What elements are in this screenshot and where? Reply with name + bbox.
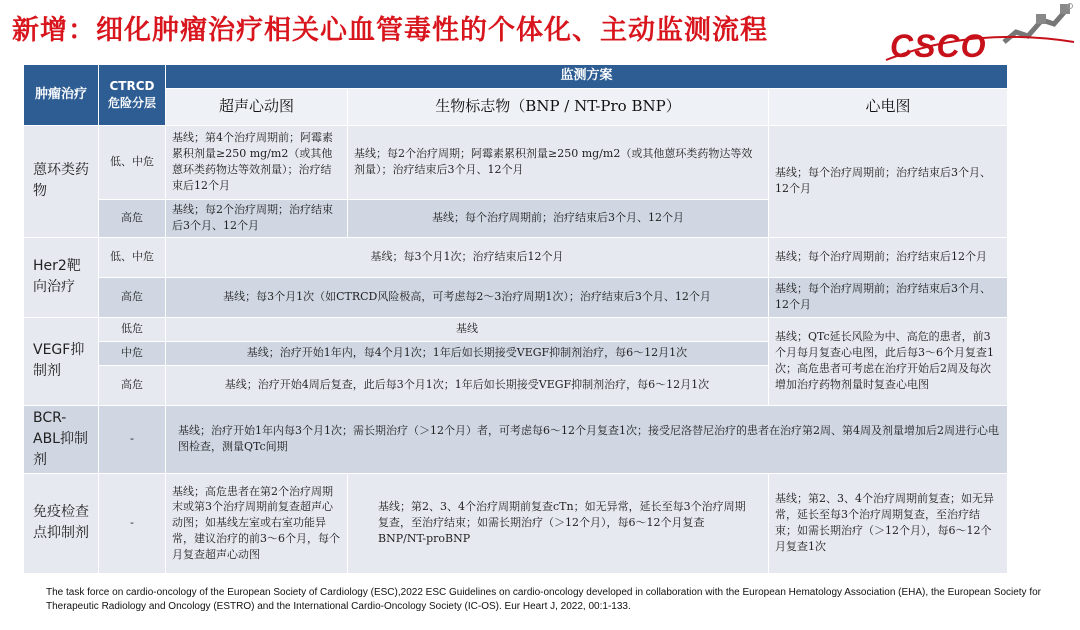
- ecg-cell: 基线；每个治疗周期前；治疗结束后12个月: [769, 237, 1008, 277]
- plan-cell: 基线；治疗开始1年内，每4个月1次；1年后如长期接受VEGF抑制剂治疗，每6～12月1次: [166, 341, 769, 365]
- monitoring-table: [23, 64, 1008, 574]
- plan-cell: 基线；每3个月1次（如CTRCD风险极高，可考虑每2～3治疗周期1次）；治疗结束后3个月、12个月: [166, 277, 769, 317]
- risk-level: -: [99, 405, 166, 473]
- reference-footnote: The task force on cardio-oncology of the European Society of Cardiology (ESC),2022 ESC Guidelines on cardio-oncology developed in collaboration with the European Hematology Association (EHA), the European Society for Therapeutic Radiology and Oncology (ESTRO) and the International Cardio-Oncology Society (IC-OS). Eur Heart J, 2022, 00:1-133.: [46, 587, 1042, 612]
- ecg-cell: 基线；每个治疗周期前；治疗结束后3个月、12个月: [769, 125, 1008, 237]
- risk-level: 低危: [99, 317, 166, 341]
- plan-cell: 基线: [166, 317, 769, 341]
- risk-level: 高危: [99, 199, 166, 237]
- risk-level: 高危: [99, 277, 166, 317]
- biomarker-cell: 基线；每2个治疗周期；阿霉素累积剂量≥250 mg/m2（或其他蒽环类药物达等效剂量）；治疗结束后3个月、12个月: [348, 125, 769, 199]
- risk-level: -: [99, 473, 166, 573]
- ecg-cell: 基线；QTc延长风险为中、高危的患者，前3个月每月复查心电图，此后每3～6个月复查1次；高危患者可考虑在治疗开始后2周及每次增加治疗药物剂量时复查心电图: [769, 317, 1008, 405]
- risk-level: 中危: [99, 341, 166, 365]
- category-ici: 免疫检查点抑制剂: [24, 473, 99, 573]
- logo-text: CSCO: [890, 28, 987, 64]
- biomarker-cell: 基线；每个治疗周期前；治疗结束后3个月、12个月: [348, 199, 769, 237]
- header-echo: 超声心动图: [166, 88, 348, 125]
- category-her2: Her2靶向治疗: [24, 237, 99, 317]
- risk-level: 高危: [99, 365, 166, 405]
- header-risk: CTRCD危险分层: [99, 65, 166, 126]
- echo-cell: 基线；每2个治疗周期；治疗结束后3个月、12个月: [166, 199, 348, 237]
- plan-cell: 基线；每3个月1次；治疗结束后12个月: [166, 237, 769, 277]
- echo-cell: 基线；第4个治疗周期前；阿霉素累积剂量≥250 mg/m2（或其他蒽环类药物达等效剂量）；治疗结束后12个月: [166, 125, 348, 199]
- header-plan: 监测方案: [166, 65, 1008, 89]
- plan-cell: 基线；治疗开始1年内每3个月1次；需长期治疗（＞12个月）者，可考虑每6～12个月复查1次；接受尼洛替尼治疗的患者在治疗第2周、第4周及剂量增加后2周进行心电图检查，测量QTc间期: [166, 405, 1008, 473]
- echo-cell: 基线；高危患者在第2个治疗周期末或第3个治疗周期前复查超声心动图；如基线左室或右室功能异常，建议治疗的前3～6个月，每个月复查超声心动图: [166, 473, 348, 573]
- csco-logo: [882, 0, 1078, 70]
- plan-cell: 基线；治疗开始4周后复查，此后每3个月1次；1年后如长期接受VEGF抑制剂治疗，每6～12月1次: [166, 365, 769, 405]
- header-ecg: 心电图: [769, 88, 1008, 125]
- risk-level: 低、中危: [99, 125, 166, 199]
- risk-level: 低、中危: [99, 237, 166, 277]
- category-anthracycline: 蒽环类药物: [24, 125, 99, 237]
- slide-title: 新增：细化肿瘤治疗相关心血管毒性的个体化、主动监测流程: [12, 15, 768, 46]
- biomarker-cell: 基线；第2、3、4个治疗周期前复查cTn；如无异常，延长至每3个治疗周期复查，至治疗结束；如需长期治疗（＞12个月），每6～12个月复查BNP/NT-proBNP: [348, 473, 769, 573]
- ecg-cell: 基线；每个治疗周期前；治疗结束后3个月、12个月: [769, 277, 1008, 317]
- header-category: 肿瘤治疗: [24, 65, 99, 126]
- ecg-cell: 基线；第2、3、4个治疗周期前复查；如无异常，延长至每3个治疗周期复查，至治疗结束；如需长期治疗（＞12个月），每6～12个月复查1次: [769, 473, 1008, 573]
- category-bcr-abl: BCR-ABL抑制剂: [24, 405, 99, 473]
- category-vegf: VEGF抑制剂: [24, 317, 99, 405]
- header-biomarker: 生物标志物（BNP / NT-Pro BNP）: [348, 88, 769, 125]
